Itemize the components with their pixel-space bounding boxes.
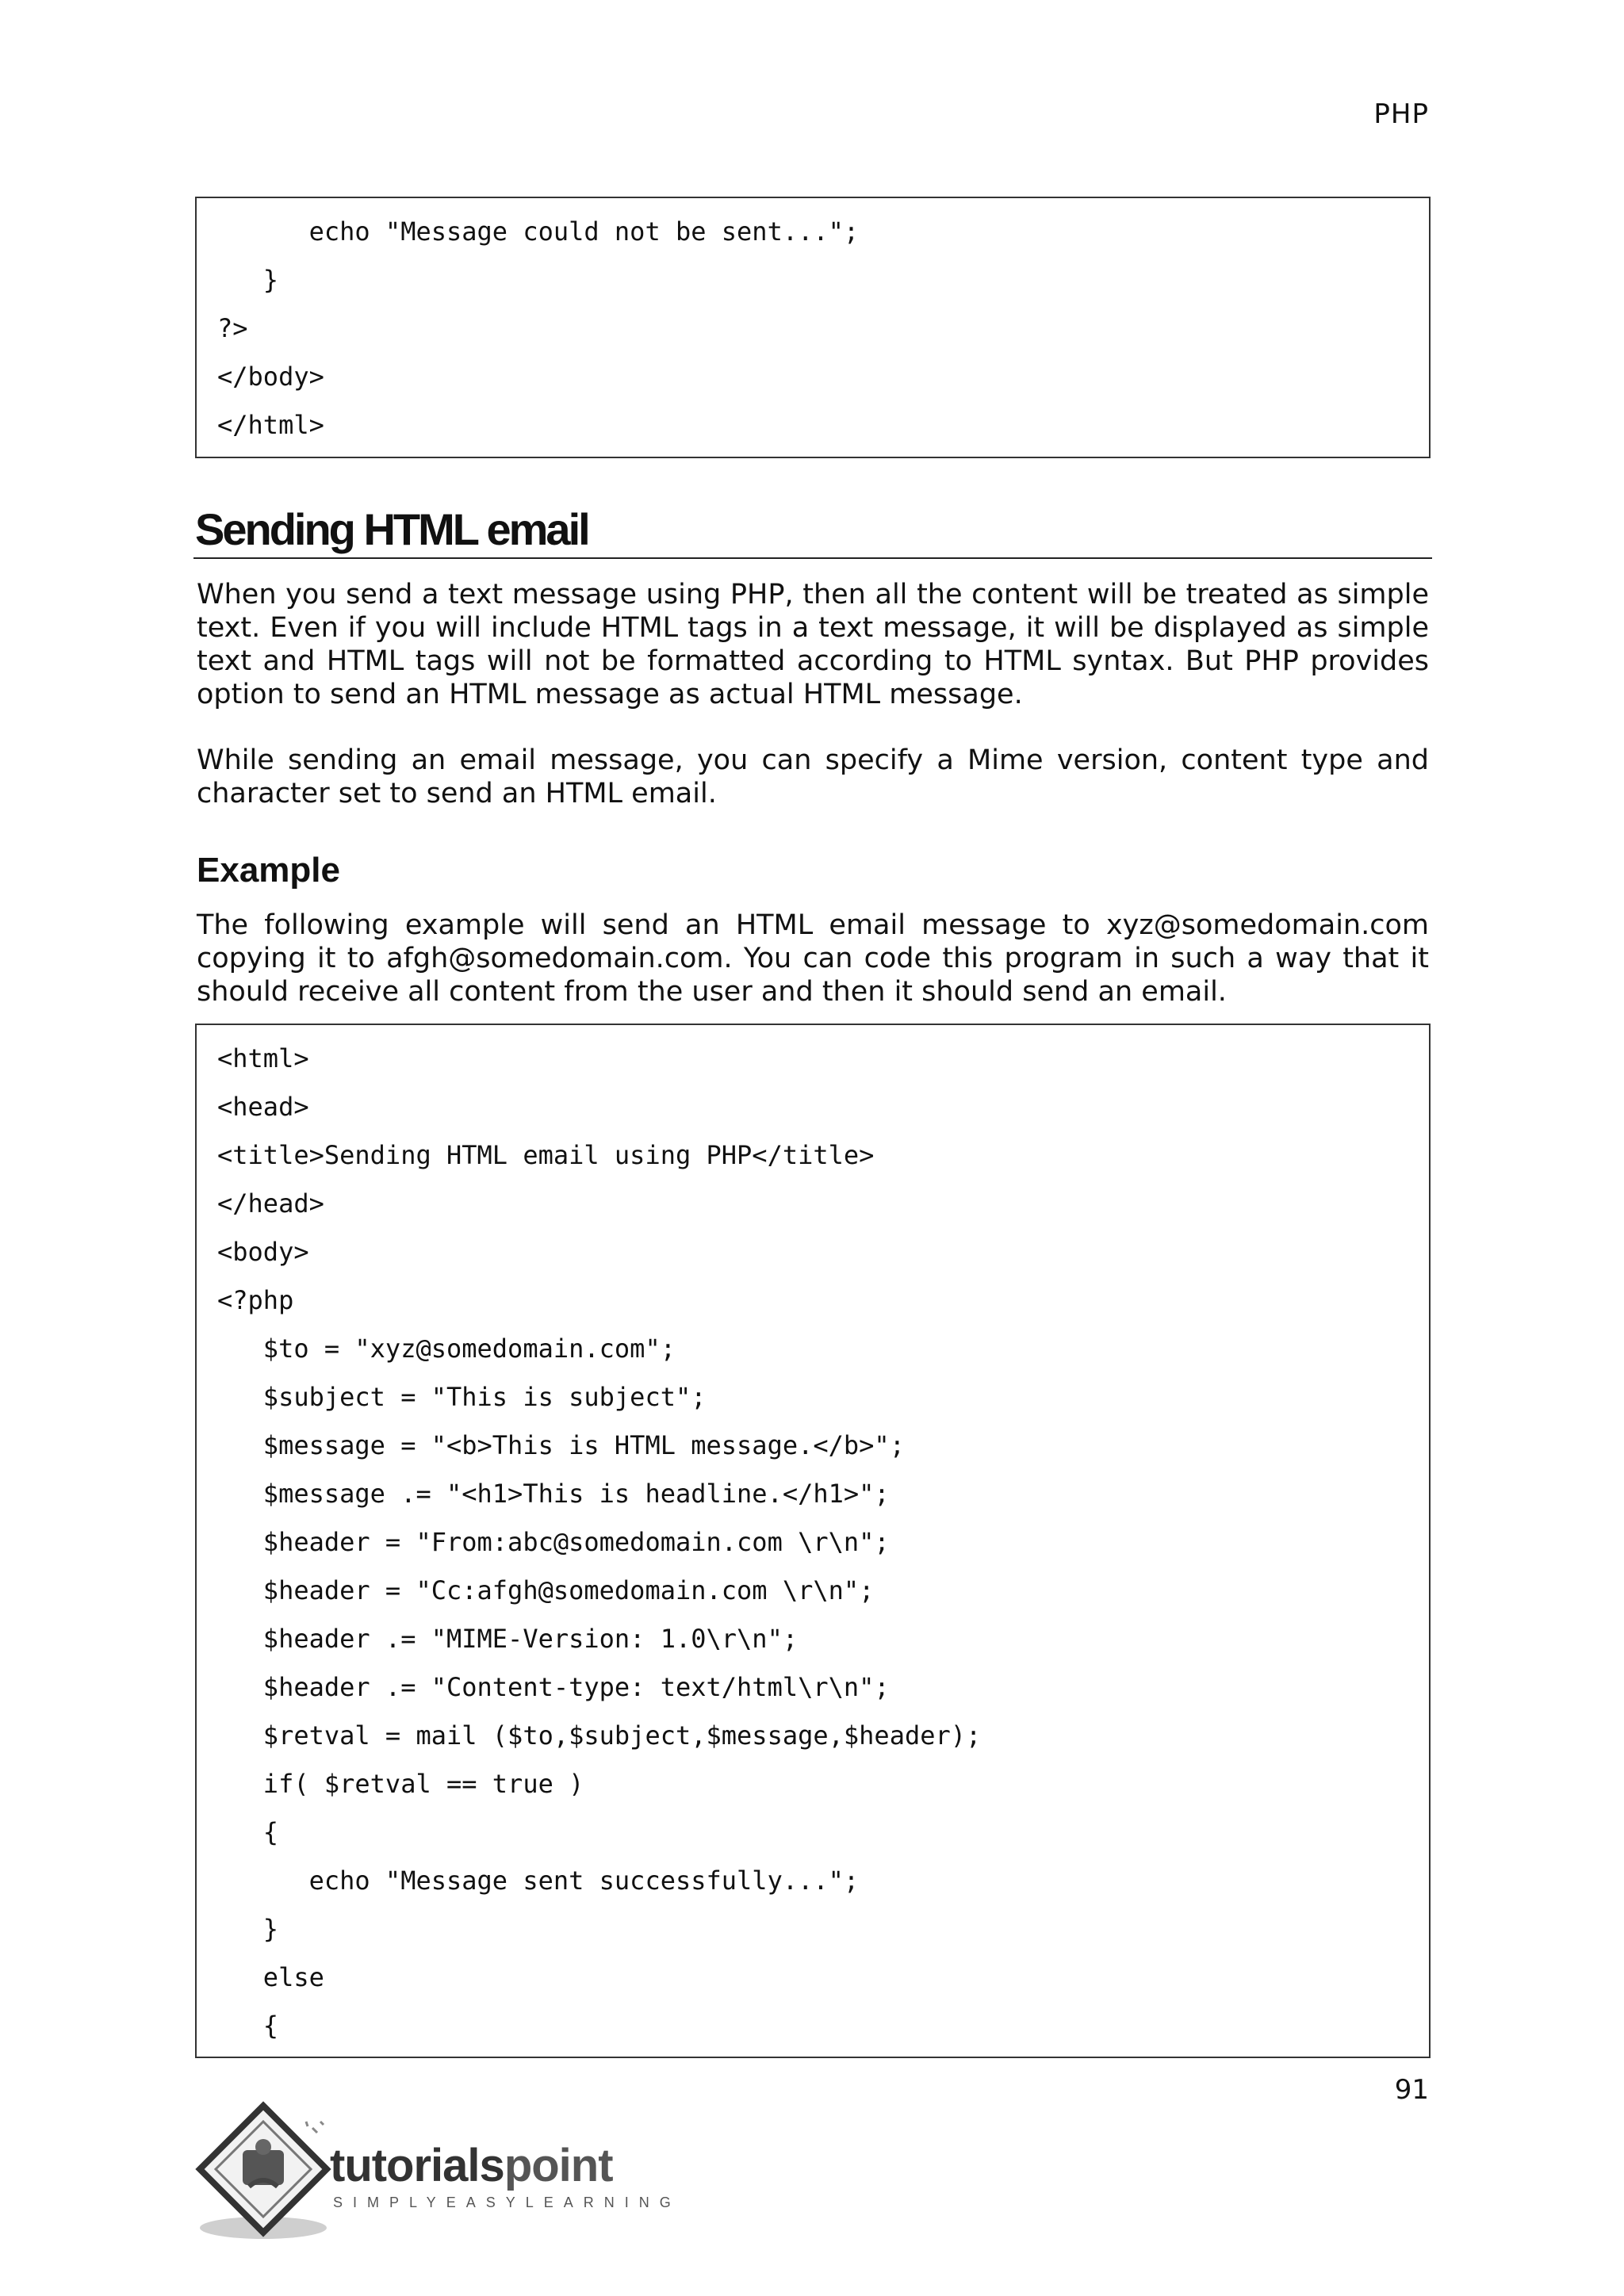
code-line: <body> xyxy=(217,1237,309,1267)
logo-word-point: point xyxy=(504,2140,613,2191)
code-block-html-email xyxy=(195,1024,1431,2058)
heading-underline xyxy=(193,557,1432,559)
code-line: $header .= "MIME-Version: 1.0\r\n"; xyxy=(217,1624,799,1654)
code-line: </html> xyxy=(217,410,324,440)
code-line: <title>Sending HTML email using PHP</title> xyxy=(217,1140,875,1170)
code-line: $subject = "This is subject"; xyxy=(217,1382,707,1412)
code-line: else xyxy=(217,1962,324,1992)
code-line: $message = "<b>This is HTML message.</b>"; xyxy=(217,1430,905,1460)
mime-paragraph: While sending an email message, you can specify a Mime version, content type and character set to send an HTML email. xyxy=(197,744,1429,809)
tutorialspoint-logo xyxy=(193,2101,681,2244)
code-line: $to = "xyz@somedomain.com"; xyxy=(217,1334,676,1364)
code-line: $retval = mail ($to,$subject,$message,$header); xyxy=(217,1720,982,1751)
running-header: PHP xyxy=(1373,98,1429,130)
code-line: } xyxy=(217,265,279,295)
code-line: </head> xyxy=(217,1188,324,1219)
code-line: </body> xyxy=(217,362,324,392)
logo-wordmark xyxy=(330,2139,613,2192)
code-line: $header = "From:abc@somedomain.com \r\n"; xyxy=(217,1527,890,1557)
intro-paragraph: When you send a text message using PHP, then all the content will be treated as simple text. Even if you will include HTML tags in a text message, it will be displayed as simple text and HTML tags will not be formatted according to HTML syntax. But PHP provides option to send an HTML message as actual HTML message. xyxy=(197,579,1429,710)
logo-tagline: SIMPLYEASYLEARNING xyxy=(333,2195,681,2210)
logo-diamond-icon xyxy=(193,2101,336,2244)
code-line: echo "Message could not be sent..."; xyxy=(217,216,860,247)
code-line: echo "Message sent successfully..."; xyxy=(217,1866,860,1896)
page-number: 91 xyxy=(1394,2074,1429,2106)
code-line: <head> xyxy=(217,1092,309,1122)
code-line: { xyxy=(217,2011,279,2041)
example-paragraph: The following example will send an HTML email message to xyz@somedomain.com copying it to afgh@somedomain.com. You can code this program in such a way that it should receive all content from the user and then it should send an email. xyxy=(197,909,1429,1008)
example-heading: Example xyxy=(197,851,340,890)
code-line: } xyxy=(217,1914,279,1944)
code-block-continuation xyxy=(195,197,1431,458)
code-line: $header .= "Content-type: text/html\r\n"; xyxy=(217,1672,890,1702)
code-line: if( $retval == true ) xyxy=(217,1769,584,1799)
code-line: $message .= "<h1>This is headline.</h1>"; xyxy=(217,1479,890,1509)
code-line: { xyxy=(217,1817,279,1847)
section-heading: Sending HTML email xyxy=(195,504,588,554)
code-line: ?> xyxy=(217,313,248,343)
code-line: <?php xyxy=(217,1285,294,1315)
logo-word-tutorials: tutorials xyxy=(330,2140,504,2191)
code-line: $header = "Cc:afgh@somedomain.com \r\n"; xyxy=(217,1575,875,1605)
code-line: <html> xyxy=(217,1043,309,1073)
